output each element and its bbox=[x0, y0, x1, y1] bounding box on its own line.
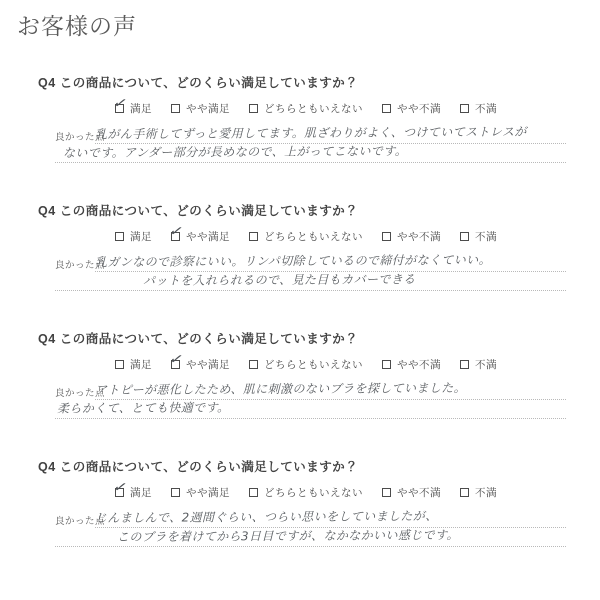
checkbox-icon bbox=[460, 360, 469, 369]
question-body: この商品について、どのくらい満足していますか？ bbox=[59, 332, 359, 346]
answer-line bbox=[55, 528, 566, 547]
option-item bbox=[460, 101, 497, 116]
handwriting-text: じんましんで、2週間ぐらい、つらい思いをしていましたが、 bbox=[94, 508, 438, 526]
checkbox-icon bbox=[167, 222, 186, 241]
question-number: Q4 bbox=[38, 204, 56, 218]
option-label: やや満足 bbox=[186, 231, 230, 243]
handwritten-answer bbox=[95, 253, 566, 291]
option-item bbox=[249, 357, 363, 372]
handwritten-check-icon: ✓ bbox=[111, 94, 130, 113]
option-item bbox=[382, 229, 441, 244]
answer-line bbox=[95, 381, 566, 400]
option-item bbox=[249, 101, 363, 116]
option-item bbox=[382, 101, 441, 116]
question-number: Q4 bbox=[38, 460, 56, 474]
question-number: Q4 bbox=[38, 76, 56, 90]
option-label: どちらともいえない bbox=[264, 231, 363, 243]
option-item bbox=[460, 229, 497, 244]
handwriting-text: アトピーが悪化したため、肌に刺激のないブラを探していました。 bbox=[94, 380, 467, 398]
option-label: 満足 bbox=[130, 231, 152, 243]
question-body: この商品について、どのくらい満足していますか？ bbox=[59, 204, 359, 218]
handwriting-text: 乳がん手術してずっと愛用してます。肌ざわりがよく、つけていてストレスが bbox=[94, 124, 527, 142]
option-item bbox=[111, 94, 152, 116]
checkbox-icon bbox=[167, 350, 186, 369]
option-item bbox=[167, 350, 230, 372]
handwriting-text: パットを入れられるので、見た目もカバーできる bbox=[142, 272, 416, 288]
good-points-section bbox=[55, 509, 566, 547]
checkbox-icon bbox=[171, 488, 180, 497]
checkbox-icon bbox=[460, 488, 469, 497]
review-list bbox=[0, 76, 600, 547]
option-item bbox=[115, 357, 152, 372]
question-number: Q4 bbox=[38, 332, 56, 346]
good-points-label: 良かった点 bbox=[55, 516, 106, 527]
option-label: やや満足 bbox=[186, 103, 230, 115]
option-label: どちらともいえない bbox=[264, 103, 363, 115]
review-block bbox=[38, 204, 566, 291]
checkbox-icon bbox=[382, 104, 391, 113]
handwritten-check-icon: ✓ bbox=[167, 222, 186, 241]
option-item bbox=[249, 485, 363, 500]
good-points-label: 良かった点 bbox=[55, 388, 106, 399]
option-label: 満足 bbox=[130, 359, 152, 371]
checkbox-icon bbox=[249, 360, 258, 369]
satisfaction-options bbox=[111, 478, 566, 500]
option-label: やや不満 bbox=[397, 487, 441, 499]
answer-line bbox=[95, 509, 566, 528]
review-block bbox=[38, 76, 566, 163]
answer-line bbox=[55, 400, 566, 419]
checkbox-icon bbox=[249, 232, 258, 241]
option-label: やや満足 bbox=[186, 487, 230, 499]
option-item bbox=[382, 357, 441, 372]
question-text bbox=[38, 460, 566, 475]
checkbox-icon bbox=[382, 360, 391, 369]
option-label: どちらともいえない bbox=[264, 487, 363, 499]
option-label: やや不満 bbox=[397, 231, 441, 243]
question-text bbox=[38, 76, 566, 91]
checkbox-icon bbox=[460, 104, 469, 113]
handwriting-text: このブラを着けてから3日目ですが、なかなかいい感じです。 bbox=[116, 527, 459, 545]
option-item bbox=[171, 101, 230, 116]
checkbox-icon bbox=[115, 232, 124, 241]
option-item bbox=[460, 485, 497, 500]
satisfaction-options bbox=[111, 94, 566, 116]
review-block bbox=[38, 460, 566, 547]
option-item bbox=[382, 485, 441, 500]
option-item bbox=[249, 229, 363, 244]
checkbox-icon bbox=[249, 104, 258, 113]
option-label: 不満 bbox=[475, 231, 497, 243]
good-points-section bbox=[55, 381, 566, 419]
option-label: 不満 bbox=[475, 487, 497, 499]
question-text bbox=[38, 204, 566, 219]
option-label: 不満 bbox=[475, 103, 497, 115]
checkbox-icon bbox=[171, 104, 180, 113]
option-item bbox=[115, 229, 152, 244]
answer-line bbox=[95, 253, 566, 272]
option-label: やや不満 bbox=[397, 359, 441, 371]
satisfaction-options bbox=[115, 350, 566, 372]
option-label: 不満 bbox=[475, 359, 497, 371]
satisfaction-options bbox=[115, 222, 566, 244]
good-points-section bbox=[55, 253, 566, 291]
option-label: 満足 bbox=[130, 103, 152, 115]
handwriting-text: ないです。アンダー部分が長めなので、上がってこないです。 bbox=[62, 143, 408, 161]
option-label: 満足 bbox=[130, 487, 152, 499]
option-label: やや不満 bbox=[397, 103, 441, 115]
question-text bbox=[38, 332, 566, 347]
handwritten-answer bbox=[95, 509, 566, 547]
page-title: お客様の声 bbox=[17, 13, 137, 39]
handwritten-check-icon: ✓ bbox=[167, 350, 186, 369]
good-points-label: 良かった点 bbox=[55, 260, 106, 271]
checkbox-icon bbox=[382, 488, 391, 497]
handwritten-check-icon: ✓ bbox=[111, 478, 130, 497]
option-item bbox=[111, 478, 152, 500]
option-label: やや満足 bbox=[186, 359, 230, 371]
answer-line bbox=[95, 125, 566, 144]
checkbox-icon bbox=[115, 360, 124, 369]
question-body: この商品について、どのくらい満足していますか？ bbox=[59, 460, 359, 474]
customer-voices-page bbox=[0, 13, 600, 600]
handwriting-text: 柔らかくて、とても快適です。 bbox=[56, 400, 230, 416]
question-body: この商品について、どのくらい満足していますか？ bbox=[59, 76, 359, 90]
good-points-section bbox=[55, 125, 566, 163]
option-label: どちらともいえない bbox=[264, 359, 363, 371]
option-item bbox=[460, 357, 497, 372]
option-item bbox=[171, 485, 230, 500]
option-item bbox=[167, 222, 230, 244]
checkbox-icon bbox=[460, 232, 469, 241]
handwriting-text: 乳ガンなので診察にいい。リンパ切除しているので締付がなくていい。 bbox=[94, 252, 492, 270]
checkbox-icon bbox=[111, 478, 130, 497]
answer-line bbox=[55, 272, 566, 291]
good-points-label: 良かった点 bbox=[55, 132, 106, 143]
checkbox-icon bbox=[249, 488, 258, 497]
checkbox-icon bbox=[111, 94, 130, 113]
answer-line bbox=[55, 144, 566, 163]
review-block bbox=[38, 332, 566, 419]
checkbox-icon bbox=[382, 232, 391, 241]
